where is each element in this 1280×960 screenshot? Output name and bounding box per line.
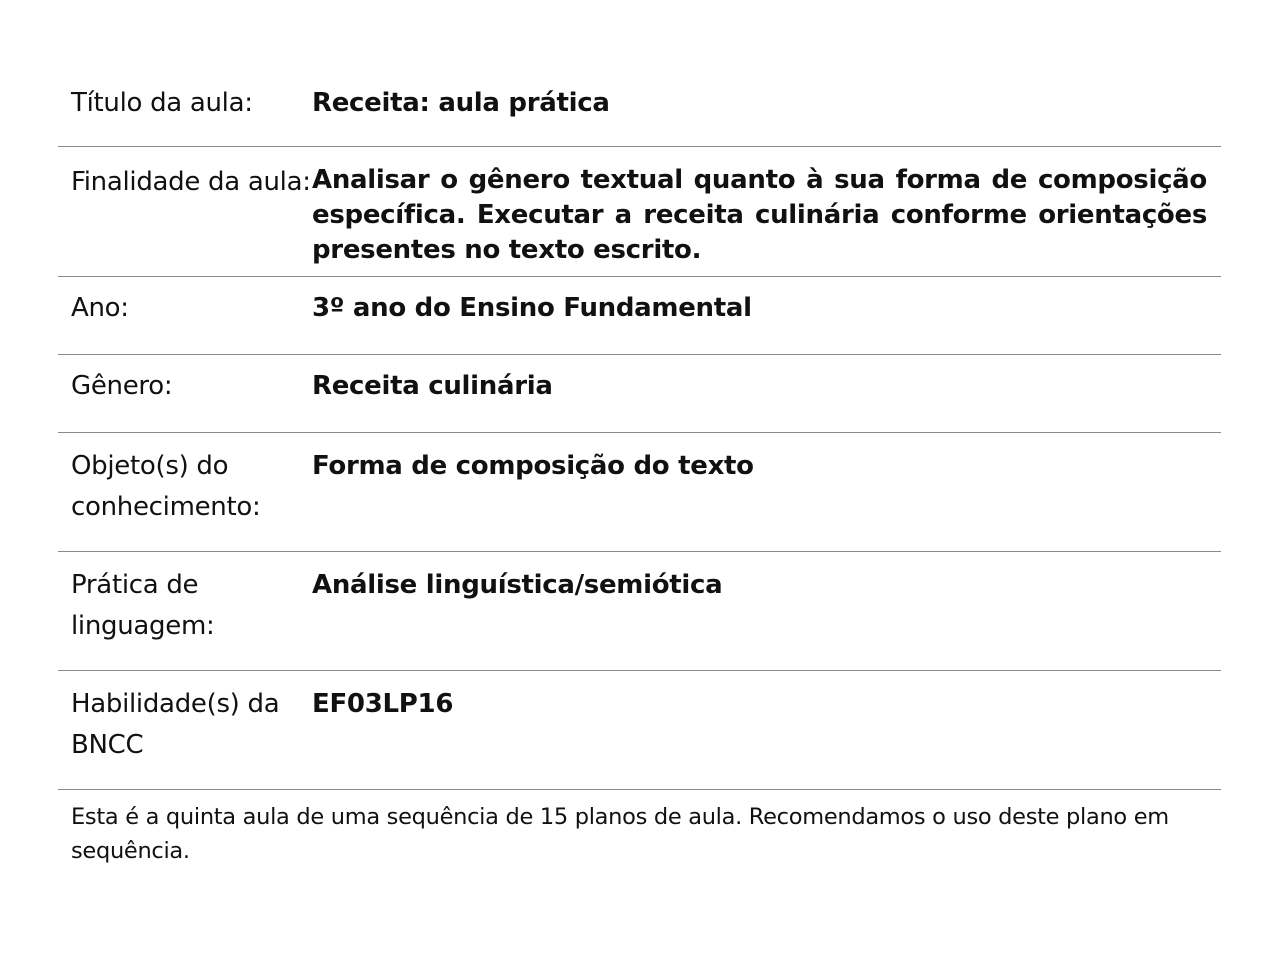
row-label: Prática de linguagem: — [71, 570, 215, 641]
row-habilidade — [58, 671, 1221, 790]
row-label: Gênero: — [71, 371, 173, 401]
row-value: Forma de composição do texto — [312, 451, 754, 481]
row-label: Objeto(s) do conhecimento: — [71, 451, 261, 522]
row-value: Receita: aula prática — [312, 88, 610, 118]
row-label: Finalidade da aula: — [71, 167, 311, 197]
row-genero — [58, 355, 1221, 433]
row-finalidade — [58, 147, 1221, 277]
row-value: Análise linguística/semiótica — [312, 570, 723, 600]
row-value: Receita culinária — [312, 371, 553, 401]
sequence-note: Esta é a quinta aula de uma sequência de 15 planos de aula. Recomendamos o uso deste plano em sequência. — [71, 804, 1169, 864]
row-label: Ano: — [71, 293, 129, 323]
row-titulo — [58, 70, 1221, 147]
row-objeto — [58, 433, 1221, 552]
lesson-plan-table — [58, 70, 1221, 868]
row-value: 3º ano do Ensino Fundamental — [312, 293, 752, 323]
row-ano — [58, 277, 1221, 355]
row-pratica — [58, 552, 1221, 671]
row-value: EF03LP16 — [312, 689, 454, 719]
row-label: Título da aula: — [71, 88, 253, 118]
row-value: Analisar o gênero textual quanto à sua forma de composição específica. Executar a receita culinária conforme orientações presentes no texto escrito. — [312, 165, 1207, 265]
row-label: Habilidade(s) da BNCC — [71, 689, 280, 760]
